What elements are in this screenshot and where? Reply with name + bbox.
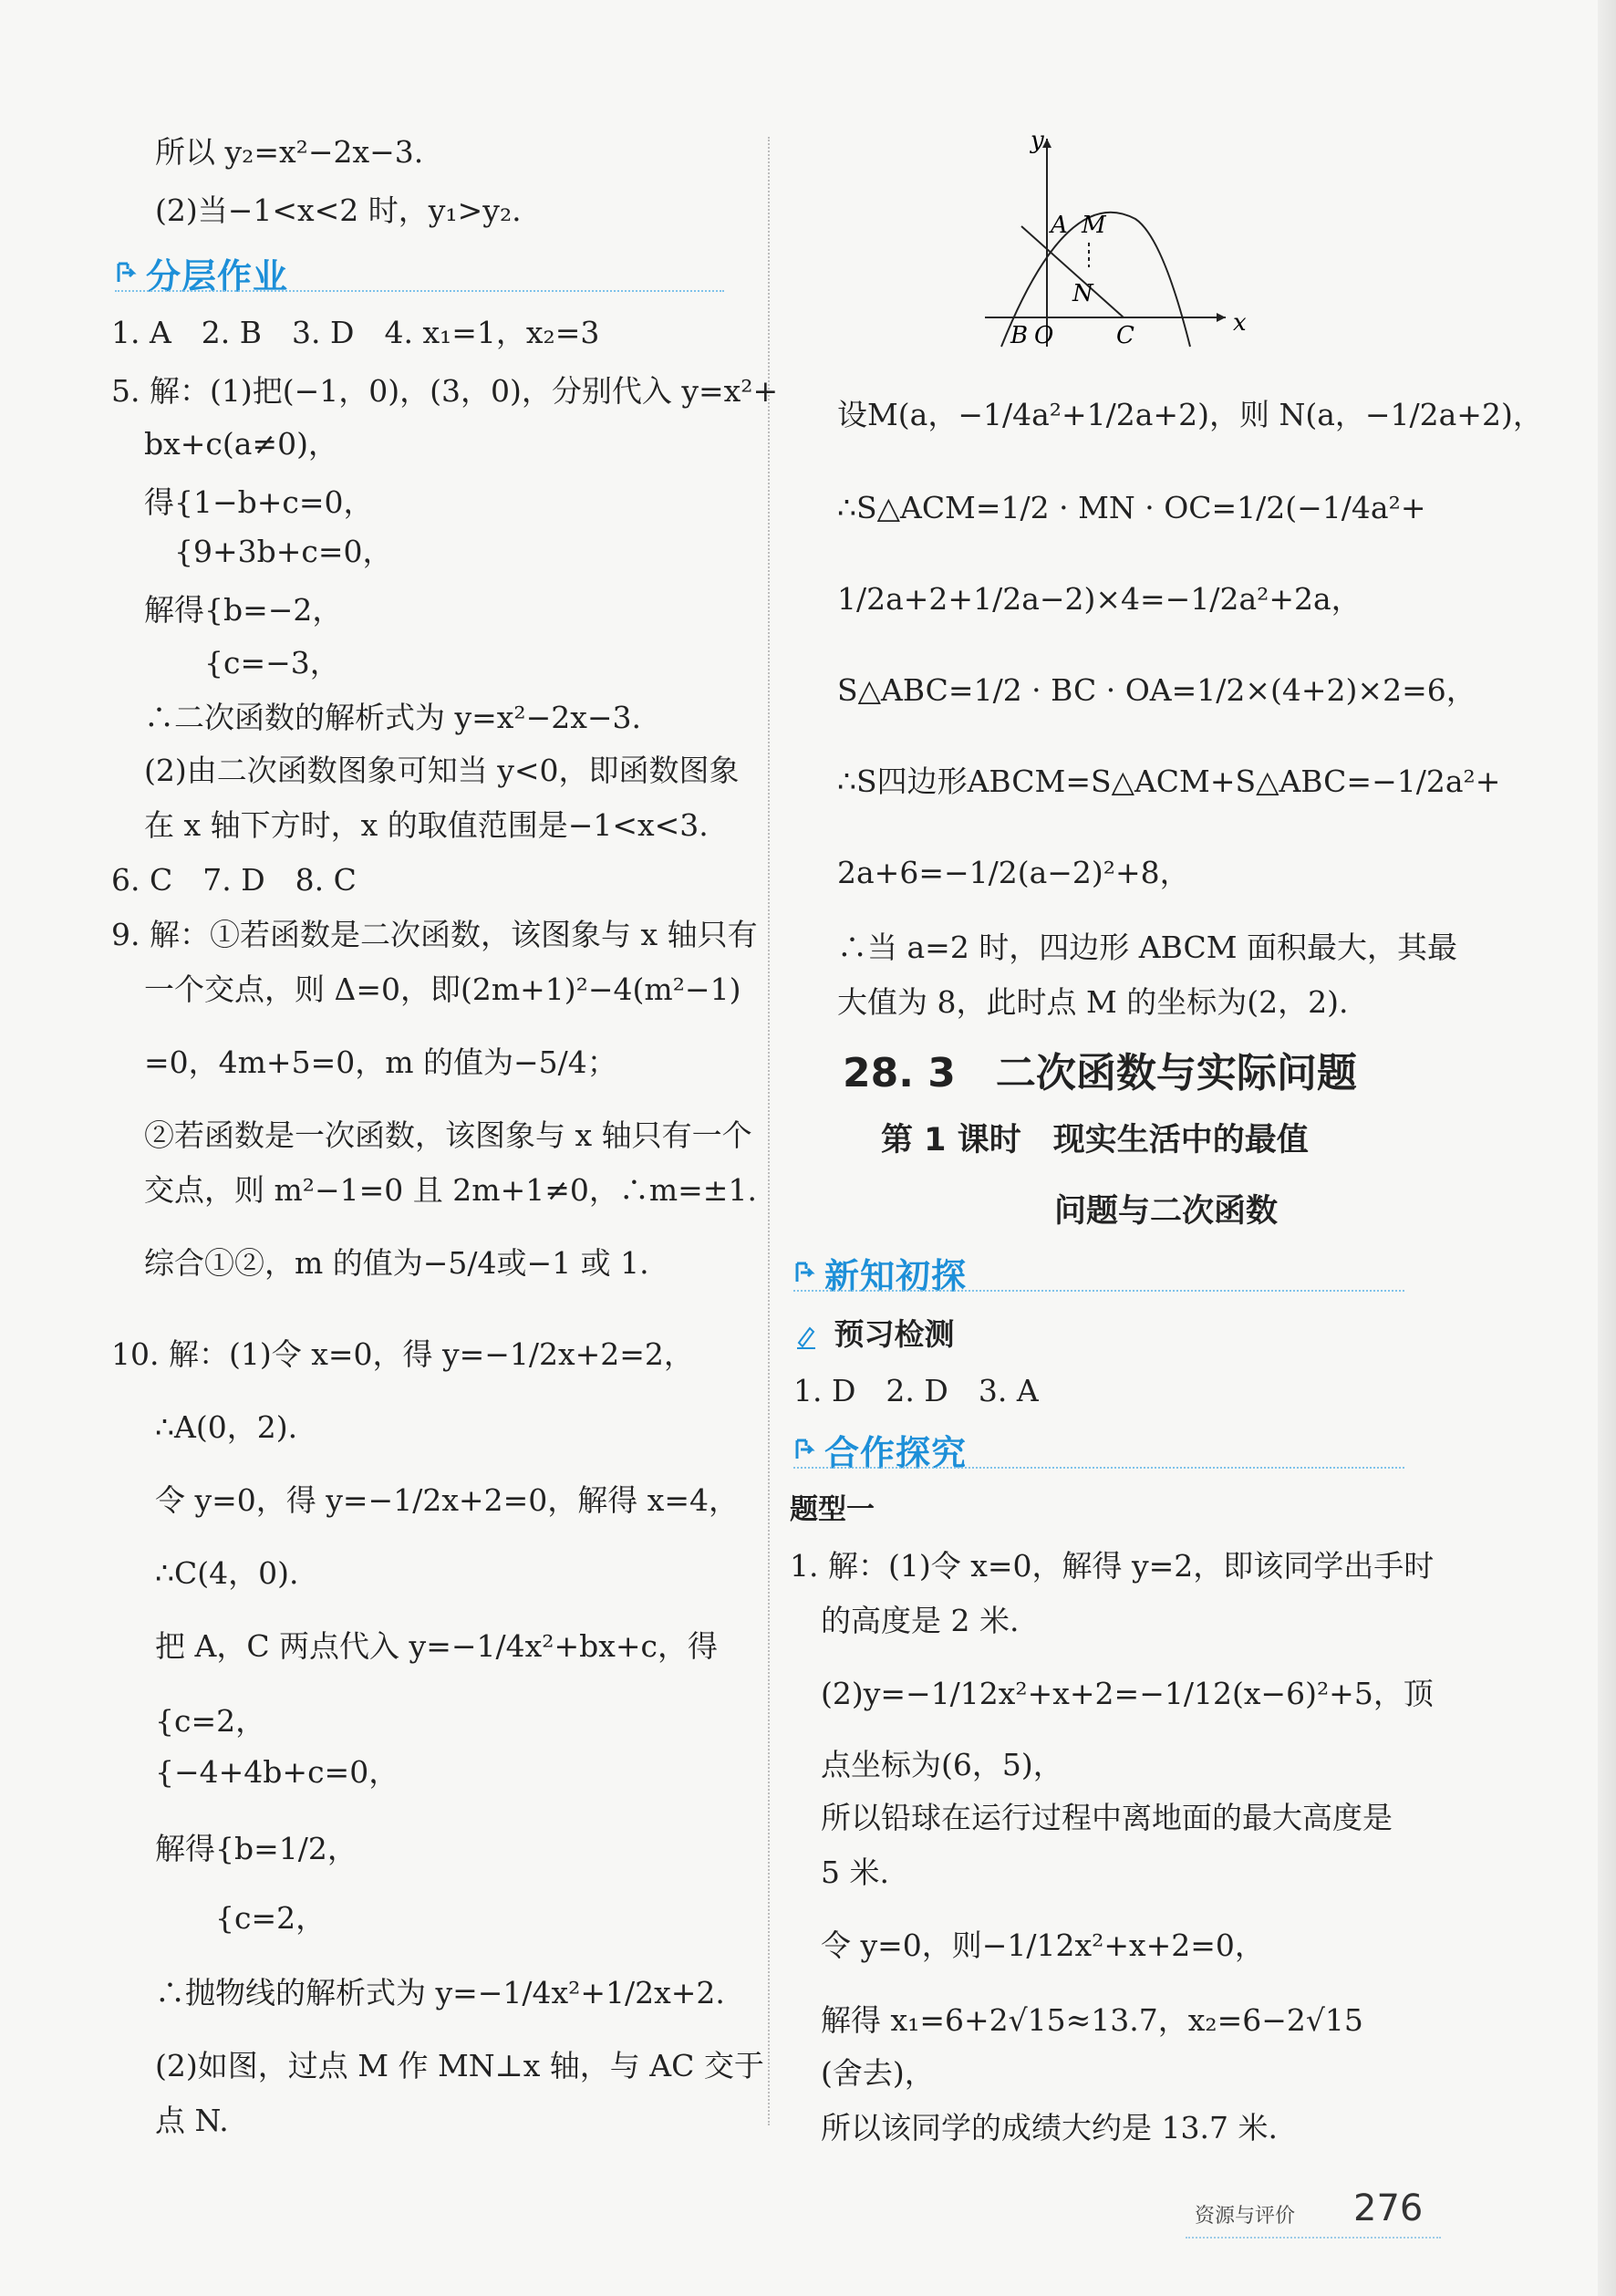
section-marker-icon xyxy=(115,258,140,289)
text-line: {9+3b+c=0， xyxy=(144,534,393,569)
text-line: (舍去)， xyxy=(821,2055,935,2091)
text-line: 5. 解：(1)把(−1，0)，(3，0)，分别代入 y=x²+ xyxy=(111,373,779,409)
page-number: 276 xyxy=(1353,2187,1424,2229)
point-label-m: M xyxy=(1082,212,1106,239)
text-line: ∴二次函数的解析式为 y=x²−2x−3. xyxy=(144,700,642,735)
section-title: 分层作业 xyxy=(146,256,289,296)
point-label-b: B xyxy=(1010,322,1029,349)
text-line: 得{1−b+c=0， xyxy=(144,484,374,520)
text-line: 大值为 8，此时点 M 的坐标为(2，2). xyxy=(837,984,1349,1020)
footer-label: 资源与评价 xyxy=(1195,2205,1296,2228)
text-line: 所以 y₂=x²−2x−3. xyxy=(155,134,424,170)
text-line: {−4+4b+c=0， xyxy=(155,1754,399,1790)
text-line: ∴C(4，0). xyxy=(155,1555,299,1591)
text-line: 在 x 轴下方时，x 的取值范围是−1<x<3. xyxy=(144,807,709,843)
preview-answers: 1. D 2. D 3. A xyxy=(793,1373,1039,1408)
point-label-a: A xyxy=(1051,212,1068,239)
point-label-c: C xyxy=(1116,322,1134,349)
text-line: 设M(a，−1/4a²+1/2a+2)，则 N(a，−1/2a+2)， xyxy=(837,397,1543,432)
text-line: 一个交点，则 Δ=0，即(2m+1)²−4(m²−1) xyxy=(144,971,741,1007)
subsection-title: 预习检测 xyxy=(834,1316,955,1352)
text-line: 10. 解：(1)令 x=0，得 y=−1/2x+2=2， xyxy=(111,1336,694,1372)
lesson-title-line2: 问题与二次函数 xyxy=(1054,1193,1279,1230)
text-line: (2)如图，过点 M 作 MN⊥x 轴，与 AC 交于 xyxy=(155,2048,764,2083)
footer-rule xyxy=(1186,2237,1441,2239)
text-line: ∴当 a=2 时，四边形 ABCM 面积最大，其最 xyxy=(837,930,1458,965)
text-line: 综合①②，m 的值为−5/4或−1 或 1. xyxy=(144,1245,649,1281)
text-line: =0，4m+5=0，m 的值为−5/4； xyxy=(144,1044,617,1080)
text-line: (2)当−1<x<2 时，y₁>y₂. xyxy=(155,192,522,228)
lesson-title-line1: 第 1 课时 现实生活中的最值 xyxy=(881,1122,1309,1158)
point-label-n: N xyxy=(1072,280,1093,307)
text-line: (2)由二次函数图象可知当 y<0，即函数图象 xyxy=(144,753,740,788)
text-line: ∴抛物线的解析式为 y=−1/4x²+1/2x+2. xyxy=(155,1975,725,2010)
text-line: {c=−3， xyxy=(144,645,340,680)
pencil-icon xyxy=(793,1323,819,1350)
text-line: 把 A，C 两点代入 y=−1/4x²+bx+c，得 xyxy=(155,1628,718,1664)
text-line: 点坐标为(6，5)， xyxy=(821,1747,1063,1782)
text-line: 1. 解：(1)令 x=0，解得 y=2，即该同学出手时 xyxy=(790,1548,1435,1584)
text-line: 令 y=0，得 y=−1/2x+2=0，解得 x=4， xyxy=(155,1482,739,1518)
section-marker-icon xyxy=(793,1258,819,1289)
text-line: ∴A(0，2). xyxy=(155,1409,298,1445)
page-edge-shade xyxy=(1598,0,1616,2296)
section-rule xyxy=(793,1290,1404,1292)
column-divider xyxy=(768,137,770,2125)
text-line: 2a+6=−1/2(a−2)²+8， xyxy=(837,855,1190,890)
text-line: ∴S四边形ABCM=S△ACM+S△ABC=−1/2a²+ xyxy=(837,764,1501,799)
text-line: 点 N. xyxy=(155,2103,229,2138)
text-line: ∴S△ACM=1/2 · MN · OC=1/2(−1/4a²+ xyxy=(837,490,1426,525)
text-line: 令 y=0，则−1/12x²+x+2=0， xyxy=(821,1927,1265,1963)
text-line: (2)y=−1/12x²+x+2=−1/12(x−6)²+5，顶 xyxy=(821,1676,1434,1711)
text-line: 的高度是 2 米. xyxy=(821,1603,1020,1638)
section-rule xyxy=(115,290,724,292)
point-label-o: O xyxy=(1034,322,1054,349)
text-line: ②若函数是一次函数，该图象与 x 轴只有一个 xyxy=(144,1117,752,1153)
section-title: 合作探究 xyxy=(824,1433,968,1473)
text-line: 5 米. xyxy=(821,1854,889,1890)
section-marker-icon xyxy=(793,1435,819,1466)
text-line: 交点，则 m²−1=0 且 2m+1≠0，∴m=±1. xyxy=(144,1172,757,1208)
preview-heading xyxy=(793,1316,955,1352)
text-line: 1. A 2. B 3. D 4. x₁=1，x₂=3 xyxy=(111,315,600,350)
text-line: S△ABC=1/2 · BC · OA=1/2×(4+2)×2=6， xyxy=(837,672,1476,708)
x-axis-arrow xyxy=(1217,313,1226,322)
section-rule xyxy=(793,1467,1404,1469)
text-line: 解得{b=−2， xyxy=(144,592,343,628)
axis-label-x: x xyxy=(1233,309,1247,337)
text-line: 6. C 7. D 8. C xyxy=(111,862,357,898)
text-line: 所以该同学的成绩大约是 13.7 米. xyxy=(821,2110,1278,2145)
text-line: 解得{b=1/2， xyxy=(155,1831,357,1866)
text-line: 1/2a+2+1/2a−2)×4=−1/2a²+2a， xyxy=(837,581,1362,617)
text-line: {c=2， xyxy=(155,1703,266,1739)
section-title: 新知初探 xyxy=(824,1256,968,1296)
chapter-title: 28. 3 二次函数与实际问题 xyxy=(843,1050,1357,1096)
axis-label-y: y xyxy=(1031,127,1044,154)
question-type-label: 题型一 xyxy=(790,1493,875,1526)
text-line: 9. 解：①若函数是二次函数，该图象与 x 轴只有 xyxy=(111,917,758,952)
parabola-figure xyxy=(967,127,1247,356)
text-line: bx+c(a≠0)， xyxy=(144,426,338,462)
text-line: {c=2， xyxy=(155,1900,326,1936)
text-line: 所以铅球在运行过程中离地面的最大高度是 xyxy=(821,1800,1393,1835)
text-line: 解得 x₁=6+2√15≈13.7，x₂=6−2√15 xyxy=(821,2002,1363,2038)
